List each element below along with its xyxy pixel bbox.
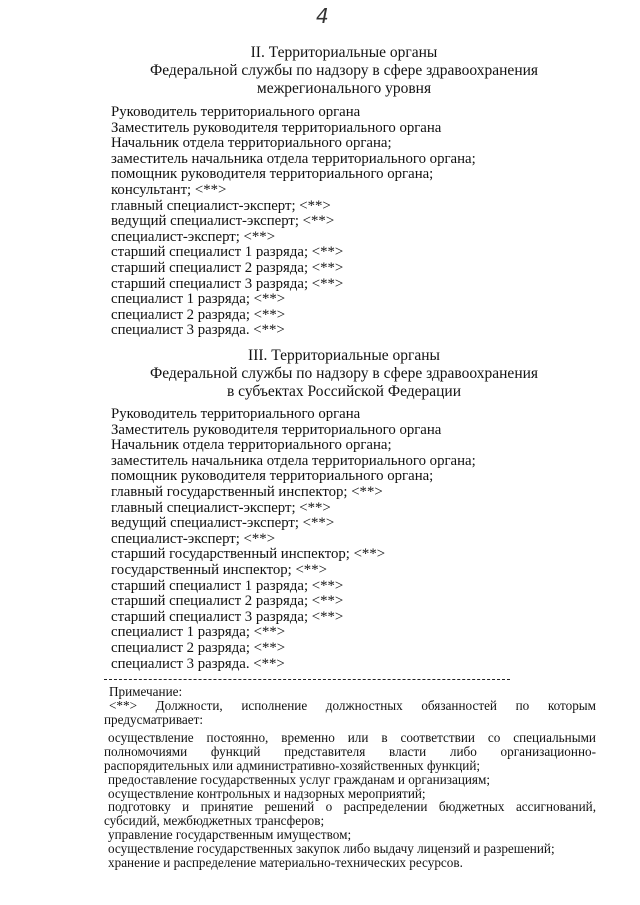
position-item: старший специалист 2 разряда; <**> — [111, 259, 344, 276]
footnote-item: осуществление контрольных и надзорных мероприятий; — [108, 785, 426, 801]
position-item: ведущий специалист-эксперт; <**> — [111, 515, 335, 532]
position-item: специалист-эксперт; <**> — [111, 228, 276, 245]
section-3-positions-list — [111, 407, 476, 672]
position-item: заместитель начальника отдела территориального органа; — [111, 452, 476, 469]
section-2-heading-line: межрегионального уровня — [256, 80, 432, 97]
position-item: Руководитель территориального органа — [111, 406, 361, 422]
position-item: главный государственный инспектор; <**> — [111, 483, 383, 500]
position-item: специалист 1 разряда; <**> — [111, 291, 286, 308]
footnote-separator — [104, 679, 510, 680]
position-item: Начальник отдела территориального органа; — [111, 135, 392, 152]
position-item: Заместитель руководителя территориального органа — [111, 119, 442, 136]
position-item: помощник руководителя территориального органа; — [111, 166, 434, 183]
footnote-intro: <**> Должности, исполнение должностных обязанностей по которым предусматривает: — [104, 697, 596, 727]
position-item: специалист 1 разряда; <**> — [111, 624, 286, 641]
position-item: государственный инспектор; <**> — [111, 561, 327, 578]
footnote-title: Примечание: — [109, 684, 183, 699]
section-2-heading — [90, 44, 598, 98]
position-item: специалист-эксперт; <**> — [111, 530, 276, 547]
position-item: специалист 3 разряда. <**> — [111, 655, 285, 672]
footnote-item: хранение и распределение материально-технических ресурсов. — [108, 854, 463, 870]
position-item: Руководитель территориального органа — [111, 104, 361, 120]
footnote-item: управление государственным имуществом; — [108, 826, 352, 842]
position-item: старший государственный инспектор; <**> — [111, 546, 386, 563]
position-item: главный специалист-эксперт; <**> — [111, 499, 331, 516]
page-number: 4 — [316, 4, 329, 28]
position-item: помощник руководителя территориального органа; — [111, 468, 434, 485]
position-item: специалист 2 разряда; <**> — [111, 639, 286, 656]
position-item: Заместитель руководителя территориального органа — [111, 421, 442, 438]
section-3-heading — [90, 347, 598, 401]
footnote — [104, 685, 596, 869]
position-item: специалист 2 разряда; <**> — [111, 306, 286, 323]
position-item: старший специалист 1 разряда; <**> — [111, 244, 344, 261]
position-item: старший специалист 1 разряда; <**> — [111, 577, 344, 594]
section-3-heading-line: Федеральной службы по надзору в сфере здравоохранения — [149, 365, 539, 382]
position-item: Начальник отдела территориального органа; — [111, 437, 392, 454]
footnote-item: предоставление государственных услуг гражданам и организациям; — [108, 771, 491, 787]
section-3-heading-line: III. Территориальные органы — [248, 347, 440, 364]
footnote-item: осуществление государственных закупок либо выдачу лицензий и разрешений; — [108, 840, 555, 856]
footnote-item: осуществление постоянно, временно или в соответствии со специальными полномочиями функций представителя власти либо организационно-распорядительных или административно-хозяйственных функций; — [104, 730, 596, 773]
position-item: старший специалист 3 разряда; <**> — [111, 608, 344, 625]
section-2-heading-line: II. Территориальные органы — [250, 44, 438, 61]
position-item: главный специалист-эксперт; <**> — [111, 197, 331, 214]
section-2-heading-line: Федеральной службы по надзору в сфере здравоохранения — [149, 62, 539, 79]
position-item: старший специалист 2 разряда; <**> — [111, 593, 344, 610]
position-item: заместитель начальника отдела территориального органа; — [111, 150, 476, 167]
position-item: специалист 3 разряда. <**> — [111, 322, 285, 339]
position-item: старший специалист 3 разряда; <**> — [111, 275, 344, 292]
section-2-positions-list — [111, 105, 476, 339]
section-3-heading-line: в субъектах Российской Федерации — [226, 383, 462, 400]
position-item: консультант; <**> — [111, 181, 227, 198]
position-item: ведущий специалист-эксперт; <**> — [111, 213, 335, 230]
footnote-item: подготовку и принятие решений о распределении бюджетных ассигнований, субсидий, межбюджетных трансферов; — [104, 799, 596, 829]
